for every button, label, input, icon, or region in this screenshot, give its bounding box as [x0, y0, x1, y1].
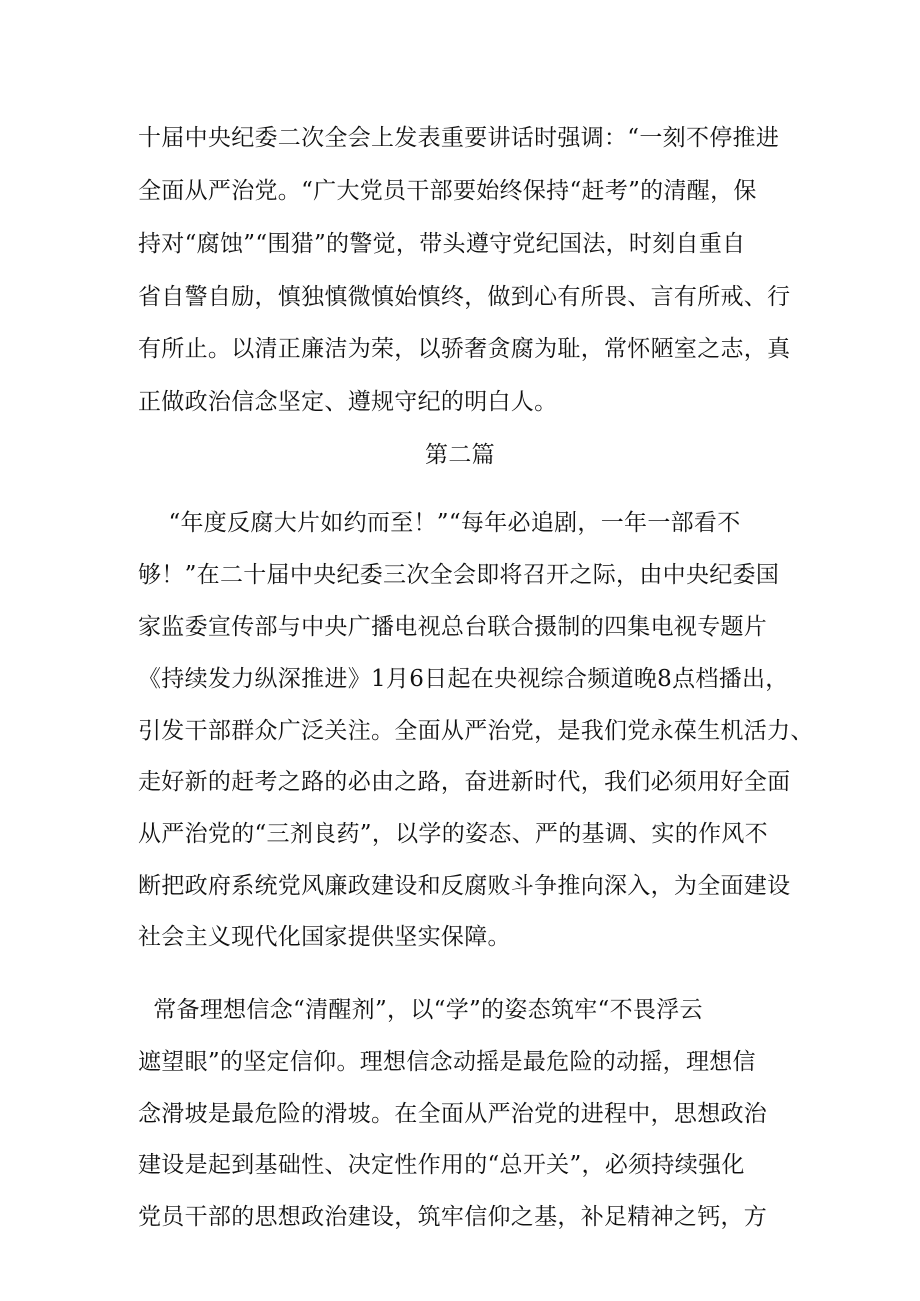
paragraph-2-line-9: 社会主义现代化国家提供坚实保障。	[138, 924, 511, 950]
paragraph-3-line-3: 念滑坡是最危险的滑坡。在全面从严治党的进程中，思想政治	[138, 1101, 768, 1127]
paragraph-2-line-8: 断把政府系统党风廉政建设和反腐败斗争推向深入，为全面建设	[138, 873, 791, 899]
paragraph-2-line-7: 从严治党的“三剂良药”，以学的姿态、严的基调、实的作风不	[138, 821, 768, 847]
paragraph-1-line-2: 全面从严治党。“广大党员干部要始终保持“赶考”的清醒，保	[138, 178, 757, 204]
paragraph-3-line-1: 常备理想信念“清醒剂”，以“学”的姿态筑牢“不畏浮云	[138, 997, 703, 1023]
paragraph-1-line-4: 省自警自励，慎独慎微慎始慎终，做到心有所畏、言有所戒、行	[138, 284, 791, 310]
paragraph-1-line-1: 十届中央纪委二次全会上发表重要讲话时强调：“一刻不停推进	[138, 125, 780, 151]
paragraph-2-line-3: 家监委宣传部与中央广播电视总台联合摄制的四集电视专题片	[138, 614, 768, 640]
paragraph-1-line-5: 有所止。以清正廉洁为荣，以骄奢贪腐为耻，常怀陋室之志，真	[138, 336, 791, 362]
paragraph-1-line-3: 持对“腐蚀”“围猎”的警觉，带头遵守党纪国法，时刻自重自	[138, 231, 746, 257]
section-heading: 第二篇	[425, 442, 495, 468]
paragraph-2-line-4: 《持续发力纵深推进》1月6日起在央视综合频道晚8点档播出，	[138, 666, 789, 692]
paragraph-2-line-5: 引发干部群众广泛关注。全面从严治党，是我们党永葆生机活力、	[138, 718, 814, 744]
paragraph-3-line-5: 党员干部的思想政治建设，筑牢信仰之基，补足精神之钙，方	[138, 1204, 768, 1230]
paragraph-3-line-4: 建设是起到基础性、决定性作用的“总开关”，必须持续强化	[138, 1152, 745, 1178]
paragraph-1-line-6: 正做政治信念坚定、遵规守纪的明白人。	[138, 389, 558, 415]
paragraph-2-line-1: “年度反腐大片如约而至！”“每年必追剧，一年一部看不	[138, 510, 741, 536]
paragraph-3-line-2: 遮望眼”的坚定信仰。理想信念动摇是最危险的动摇，理想信	[138, 1049, 756, 1075]
paragraph-2-line-2: 够！”在二十届中央纪委三次全会即将召开之际，由中央纪委国	[138, 562, 780, 588]
paragraph-2-line-6: 走好新的赶考之路的必由之路，奋进新时代，我们必须用好全面	[138, 769, 791, 795]
